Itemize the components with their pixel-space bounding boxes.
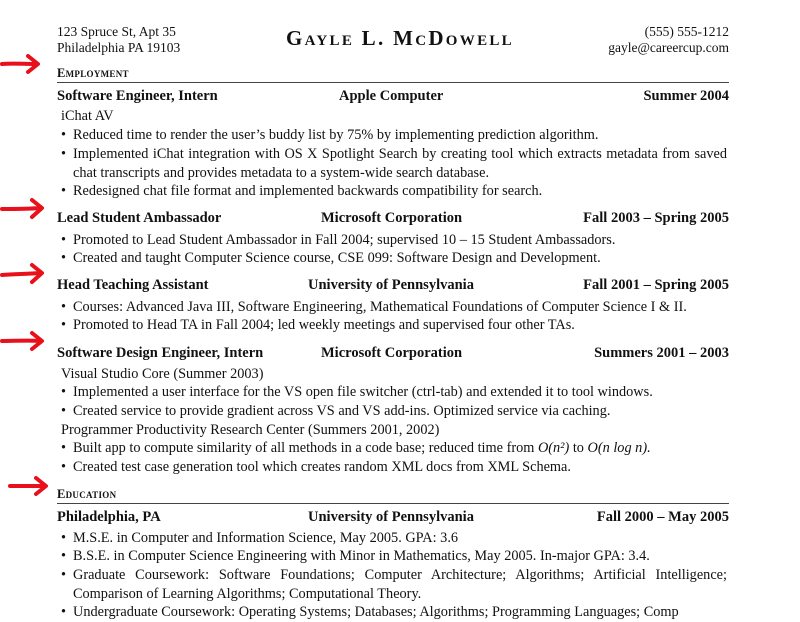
bullet-text: Created service to provide gradient across VS and VS add-ins. Optimized service via caching.	[73, 403, 611, 419]
bullet-text: Courses: Advanced Java III, Software Engineering, Mathematical Foundations of Computer Science I & II.	[73, 299, 687, 315]
contact-info	[608, 24, 729, 56]
bullet-item	[61, 145, 727, 182]
bullet-marker: •	[61, 604, 67, 620]
job-subheading: Programmer Productivity Research Center (Summers 2001, 2002)	[61, 422, 440, 438]
job-heading	[57, 345, 729, 363]
section-heading-education: Education	[57, 487, 729, 504]
bullet-item	[61, 316, 727, 335]
bullet-text-part: Built app to compute similarity of all methods in a code base; reduced time from	[73, 440, 535, 456]
bullet-item	[61, 566, 727, 603]
bullet-item	[61, 383, 727, 402]
job-subheading: Visual Studio Core (Summer 2003)	[61, 366, 264, 382]
email-address: gayle@careercup.com	[608, 40, 729, 55]
bullet-item	[61, 126, 727, 145]
job-heading	[57, 210, 729, 228]
annotation-arrow-icon	[0, 262, 48, 286]
bullet-item	[61, 231, 727, 250]
bullet-text: Implemented iChat integration with OS X Spotlight Search by creating tool which extracts metadata from saved chat transcripts and provides metadata to a system-wide search database.	[73, 146, 727, 181]
job-title: Software Design Engineer, Intern	[57, 345, 264, 361]
annotation-arrow-icon	[8, 474, 52, 498]
bullet-text	[61, 439, 727, 458]
job-heading	[57, 88, 729, 106]
bullet-marker: •	[61, 403, 67, 419]
annotation-arrow-icon	[0, 197, 48, 221]
bullet-marker: •	[61, 232, 67, 248]
education-location: Philadelphia, PA	[57, 509, 161, 525]
job-dates: Fall 2003 – Spring 2005	[583, 210, 729, 226]
address-line-2: Philadelphia PA 19103	[57, 40, 181, 55]
bullet-text-part: to	[572, 440, 584, 456]
bullet-text: Created test case generation tool which creates random XML docs from XML Schema.	[73, 459, 571, 475]
bullet-marker: •	[61, 299, 67, 315]
bullet-marker: •	[61, 146, 67, 162]
bullet-marker: •	[61, 250, 67, 266]
bullet-item	[61, 402, 727, 421]
job-dates: Summer 2004	[643, 88, 729, 104]
job-subheading: iChat AV	[61, 108, 114, 124]
bullet-text: Implemented a user interface for the VS open file switcher (ctrl-tab) and extended it to tool windows.	[73, 384, 653, 400]
bullet-text: Promoted to Lead Student Ambassador in Fall 2004; supervised 10 – 15 Student Ambassadors.	[73, 232, 616, 248]
bullet-marker: •	[61, 530, 67, 546]
job-dates: Fall 2001 – Spring 2005	[583, 277, 729, 293]
job-company: Microsoft Corporation	[321, 345, 463, 361]
bullet-text: Created and taught Computer Science course, CSE 099: Software Design and Development.	[73, 250, 601, 266]
annotation-arrow-icon	[0, 52, 44, 76]
bullet-marker: •	[61, 127, 67, 143]
job-heading	[57, 277, 729, 295]
bullet-marker: •	[61, 548, 67, 564]
bullet-item	[61, 603, 727, 622]
bullet-text: Graduate Coursework: Software Foundations; Computer Architecture; Algorithms; Artificial Intelligence; Comparison of Learning Algorithms; Computational Theory.	[73, 567, 727, 602]
bullet-item	[61, 529, 727, 548]
bullet-text: Undergraduate Coursework: Operating Systems; Databases; Algorithms; Programming Languages; Comp	[73, 604, 679, 620]
education-heading	[57, 509, 729, 527]
bullet-text: B.S.E. in Computer Science Engineering with Minor in Mathematics, May 2005. In-major GPA: 3.4.	[73, 548, 650, 564]
bullet-text: M.S.E. in Computer and Information Science, May 2005. GPA: 3.6	[73, 530, 459, 546]
bullet-marker: •	[61, 183, 67, 199]
bullet-item	[61, 298, 727, 317]
bullet-marker: •	[61, 317, 67, 333]
education-dates: Fall 2000 – May 2005	[596, 509, 729, 525]
annotation-arrow-icon	[0, 329, 48, 353]
math-expression: O(n log n).	[587, 440, 651, 456]
bullet-marker: •	[61, 567, 67, 583]
bullet-item	[61, 458, 727, 477]
bullet-item	[61, 547, 727, 566]
bullet-item	[61, 249, 727, 268]
bullet-text: Reduced time to render the user’s buddy list by 75% by implementing prediction algorithm.	[73, 127, 599, 143]
job-dates: Summers 2001 – 2003	[594, 345, 729, 361]
job-company: Microsoft Corporation	[321, 210, 463, 226]
phone-number: (555) 555-1212	[644, 24, 729, 39]
bullet-text: Redesigned chat file format and implemented backwards compatibility for search.	[73, 183, 543, 199]
bullet-text: Promoted to Head TA in Fall 2004; led weekly meetings and supervised four other TAs.	[73, 317, 575, 333]
bullet-item	[61, 439, 727, 458]
job-title: Head Teaching Assistant	[57, 277, 209, 293]
job-company: Apple Computer	[339, 88, 444, 104]
bullet-marker: •	[61, 384, 67, 400]
resume-name: Gayle L. McDowell	[286, 26, 514, 50]
job-title: Software Engineer, Intern	[57, 88, 218, 104]
math-expression: O(n²)	[537, 440, 570, 456]
section-heading-employment: Employment	[57, 66, 729, 83]
bullet-marker: •	[61, 459, 67, 475]
address-line-1: 123 Spruce St, Apt 35	[57, 24, 176, 39]
job-company: University of Pennsylvania	[308, 277, 474, 293]
job-title: Lead Student Ambassador	[57, 210, 222, 226]
education-school: University of Pennsylvania	[308, 509, 474, 525]
bullet-marker: •	[61, 440, 67, 456]
bullet-item	[61, 182, 727, 201]
